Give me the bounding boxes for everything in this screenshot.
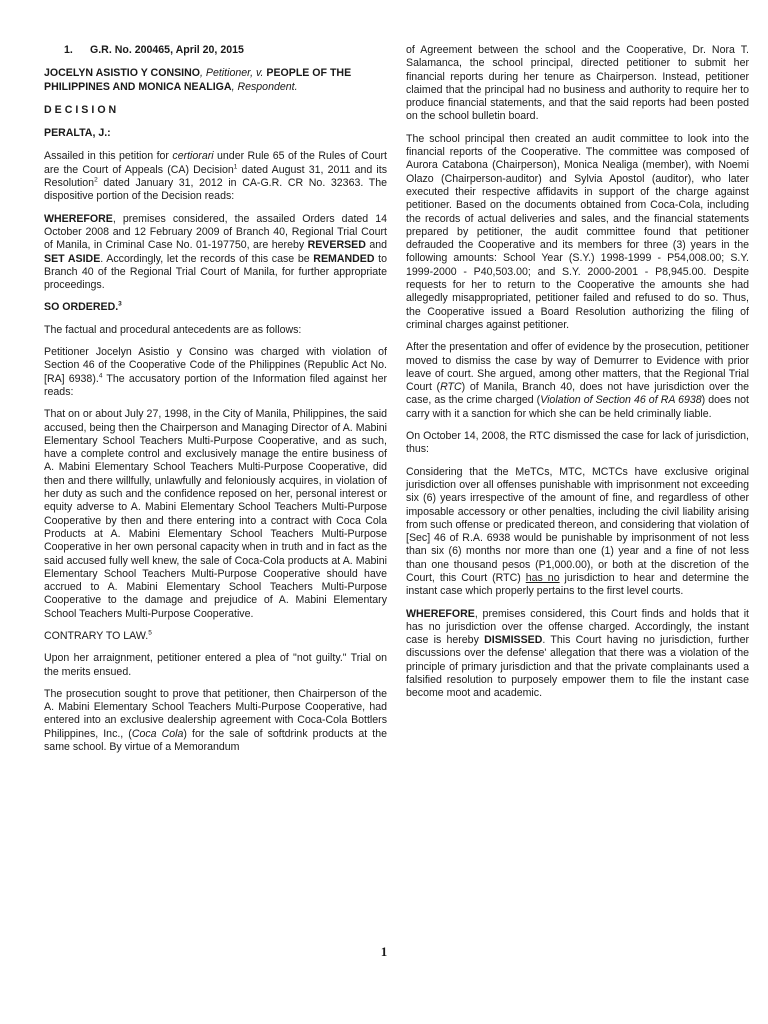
paragraph-antecedents: The factual and procedural antecedents are as follows:	[44, 323, 302, 336]
case-parties: JOCELYN ASISTIO Y CONSINO, Petitioner, v. PEOPLE OF THE PHILIPPINES AND MONICA NEALIGA, Respondent.	[44, 67, 352, 93]
quote-information: That on or about July 27, 1998, in the City of Manila, Philippines, the said accused, being then the Chairperson and Managing Director of A. Mabini Elementary School Teachers Multi-Purpose Cooperative, and as such, have a complete control and exclusively manage the entire business of A. Mabini Elementary School Teachers Multi-Purpose Cooperative, did then and there willfully, unlawfully and feloniously acquires, in violation of her duty as such and the confidence reposed on her, personal interest or equity adverse to A. Mabini Elementary School Teachers Multi-Purpose Cooperative by then and there entering into a contract with Coca Cola Products at A. Mabini Elementary School Teachers Multi-Purpose Cooperative in her own personal capacity when in truth and in fact as the said accused fully well knew, the sale of Coca-Cola products at A. Mabini Elementary School Teachers Multi-Purpose Cooperative should have accrued to A. Mabini Elementary School Teachers Multi-Purpose Cooperative to the damage and prejudice of A. Mabini Elementary School Teachers Multi-Purpose Cooperative.	[44, 408, 387, 620]
paragraph-audit: The school principal then created an audit committee to look into the financial reports of the Cooperative. The committee was composed of Aurora Catabona (Chairperson), Monica Nealiga (member), with Noemi Olazo (Chairperson-auditor) and Sylvia Apostol (auditor), who later executed their respective affidavits in support of the charge against petitioner. Based on the documents obtained from Coca-Cola, including the records of actual deliveries and sales, and the financial statements prepared by petitioner, the audit committee found that petitioner defrauded the Cooperative and its members for three (3) years in the following amounts: School Year (S.Y.) 1998-1999 - P54,008.00; S.Y. 1999-2000 - P40,503.00; and S.Y. 2000-2001 - P8,945.00. Despite requests for her to return to the Cooperative the amounts she had allegedly misappropriated, petitioner failed and refused to do so. Thus, the Cooperative issued a Board Resolution authorizing the filing of criminal charges against petitioner.	[406, 132, 749, 331]
quote-rtc-order: Considering that the MeTCs, MTC, MCTCs have exclusive original jurisdiction over all offenses punishable with imprisonment not exceeding six (6) years irrespective of the amount of fine, and regardless of other imposable accessory or other penalties, including the civil liability arising from such offense or predicated thereon, and considering that violation of [Sec] 46 of R.A. 6938 would be punishable by imprisonment of not less than six (6) months nor more than one (1) year and a fine of not less than one thousand pesos (P1,000.00), or both at the discretion of the Court, this Court (RTC) has no jurisdiction to hear and determine the instant case which properly pertains to the first level courts.	[406, 465, 749, 598]
paragraph-demurrer: After the presentation and offer of evidence by the prosecution, petitioner moved to dismiss the case by way of Demurrer to Evidence with prior leave of court. She argued, among other matters, that the Regional Trial Court (RTC) of Manila, Branch 40, does not have jurisdiction over the case, as the crime charged (Violation of Section 46 of RA 6938) does not carry with it a sanction for which she can be held criminally liable.	[406, 341, 749, 420]
paragraph-charge: Petitioner Jocelyn Asistio y Consino was charged with violation of Section 46 of the Cooperative Code of the Philippines (Republic Act No. [RA] 6938).$^4$ The accusatory portion of the Information filed against her reads:	[44, 346, 387, 398]
so-ordered: SO ORDERED.$^3$	[44, 300, 122, 314]
quote-rtc-dispositive: WHEREFORE, premises considered, this Court finds and holds that it has no jurisdiction over the offense charged. Accordingly, the instant case is hereby DISMISSED. This Court having no jurisdiction, further discussions over the defense' allegation that there was a violation of the principle of primary jurisdiction and that the private complainants used a falsified resolution to purposely empower them to file the instant case become moot and academic.	[406, 607, 749, 700]
right-column	[406, 44, 749, 710]
paragraph-memorandum: of Agreement between the school and the Cooperative, Dr. Nora T. Salamanca, the school principal, directed petitioner to submit her financial reports during her tenure as Chairperson. Instead, petitioner claimed that the principal had no business and authority to require her to produce financial statements, and that the said reports had been posted on the school bulletin board.	[406, 44, 749, 123]
page-number: 1	[380, 944, 388, 959]
footnote-ref: 3	[118, 300, 122, 308]
footnote-ref: 4	[98, 372, 103, 380]
paragraph-rtc-dismissal: On October 14, 2008, the RTC dismissed the case for lack of jurisdiction, thus:	[406, 430, 749, 456]
paragraph-arraignment: Upon her arraignment, petitioner entered a plea of "not guilty." Trial on the merits ensued.	[44, 652, 387, 678]
paragraph-assailed: Assailed in this petition for certiorari under Rule 65 of the Rules of Court are the Court of Appeals (CA) Decision$^1$ dated August 31, 2011 and its Resolution$^2$ dated January 31, 2012 in CA-G.R. CR No. 32363. The dispositive portion of the Decision reads:	[44, 150, 387, 203]
footnote-ref: 2	[94, 176, 98, 184]
footnote-ref: 5	[148, 629, 152, 637]
paragraph-prosecution: The prosecution sought to prove that petitioner, then Chairperson of the A. Mabini Elementary School Teachers Multi-Purpose Cooperative, had entered into an exclusive dealership agreement with Coca-Cola Bottlers Philippines, Inc., (Coca Cola) for the sale of softdrink products at the same school. By virtue of a Memorandum	[44, 687, 387, 754]
ponente: PERALTA, J.:	[44, 127, 111, 140]
footnote-ref: 1	[233, 163, 238, 171]
decision-heading: DECISION	[44, 103, 120, 116]
contrary-to-law: CONTRARY TO LAW.$^5$	[44, 629, 152, 642]
left-column	[44, 44, 387, 763]
case-number: 1. G.R. No. 200465, April 20, 2015	[64, 44, 244, 56]
quote-ca-dispositive: WHEREFORE, premises considered, the assailed Orders dated 14 October 2008 and 12 February 2009 of Branch 40, Regional Trial Court of Manila, in Criminal Case No. 01-197750, are hereby REVERSED and SET ASIDE. Accordingly, let the records of this case be REMANDED to Branch 40 of the Regional Trial Court of Manila, for further appropriate proceedings.	[44, 212, 388, 292]
